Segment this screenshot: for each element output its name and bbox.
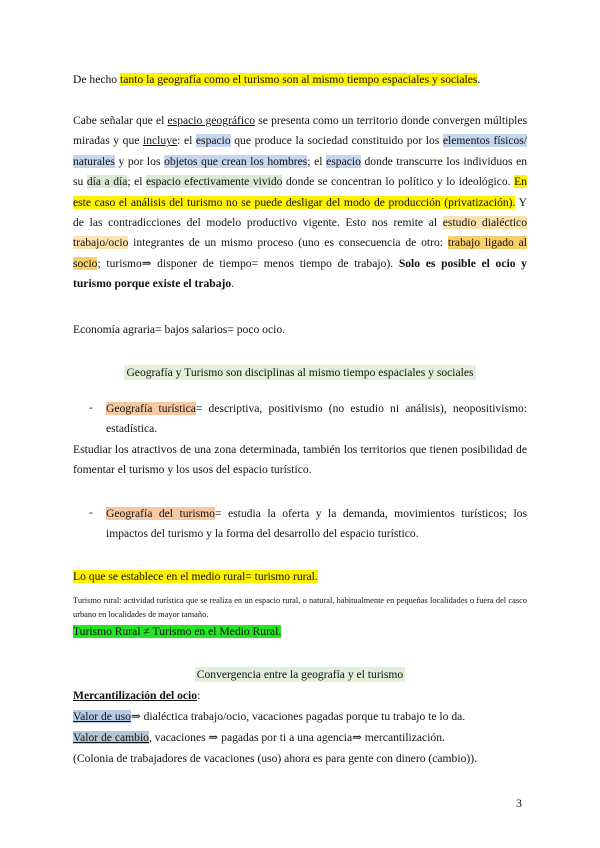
highlight: estudio dialéctico trabajo/ocio [73, 216, 527, 250]
paragraph-colonia: (Colonia de trabajadores de vacaciones (uso) ahora es para gente con dinero (cambio)). [73, 752, 477, 765]
text: . [477, 73, 481, 86]
bullet-geografia-del-turismo [106, 504, 527, 545]
heading-text: Convergencia entre la geografía y el turismo [196, 668, 404, 681]
text: integrantes de un mismo proceso (uno es consecuencia de otro: [128, 236, 448, 250]
text: ; el [307, 154, 327, 168]
bullet-marker: - [89, 401, 93, 414]
subheading-mercantilizacion [73, 686, 527, 706]
paragraph-intro [73, 70, 527, 90]
text: = descriptiva, positivismo (no estudio ni análisis), neopositivismo: estadística. [106, 402, 527, 436]
text: donde se concentran lo político y lo ideológico. [282, 175, 515, 189]
section-heading-1 [73, 364, 527, 382]
text: donde transcurre los individuos en su [73, 154, 528, 189]
text: Y de las contradicciones del modelo productivo vigente. Esto nos remite al [73, 195, 527, 230]
highlight: tanto la geografía como el turismo son al mismo tiempo espaciales y sociales [120, 73, 478, 86]
bold-underlined-title: Mercantilización del ocio [73, 689, 198, 702]
highlight: trabajo ligado al socio [73, 236, 527, 270]
paragraph-turismo-rural-neq [73, 622, 527, 642]
paragraph-economia: Economía agraria= bajos salarios= poco ocio. [73, 323, 286, 336]
highlight: elementos físicos/ naturales [73, 134, 527, 168]
highlight: Lo que se establece en el medio rural= turismo rural. [73, 570, 318, 583]
underlined-term: espacio geográfico [167, 114, 256, 127]
paragraph-medio-rural [73, 567, 527, 587]
text: : [197, 689, 201, 702]
text: De hecho [73, 73, 120, 86]
highlight: espacio [195, 134, 231, 148]
bullet-geografia-turistica [106, 399, 527, 440]
text: se presenta como un territorio donde convergen múltiples miradas y que [73, 114, 527, 148]
highlight: En este caso el análisis del turismo no se puede desligar del modo de producción (privatización). [73, 175, 527, 209]
text: ; turismo⇒ disponer de tiempo= menos tiempo de trabajo). [97, 256, 399, 270]
bold-text: Solo es posible el ocio y turismo porque existe el trabajo [73, 256, 527, 291]
definition-turismo-rural: Turismo rural: actividad turística que se realiza en un espacio rural, o natural, habitualmente en pequeñas localidades o fuera del casco urbano en localidades de mayor tamaño. [73, 596, 527, 620]
text: Cabe señalar que el [73, 114, 168, 127]
text: y por los [114, 154, 165, 168]
bullet-marker: - [89, 506, 93, 519]
highlight: Geografía turística [106, 402, 196, 415]
text: ; el [127, 175, 147, 189]
highlight: Geografía del turismo [106, 507, 215, 520]
text: que produce la sociedad constituido por los [230, 134, 443, 148]
text: . [231, 277, 235, 291]
underlined-term: incluye [143, 134, 178, 148]
paragraph-espacio [73, 111, 527, 295]
page-number: 3 [516, 796, 522, 810]
heading-text: Geografía y Turismo son disciplinas al mismo tiempo espaciales y sociales [126, 366, 474, 379]
highlight: Turismo Rural ≠ Turismo en el Medio Rural. [73, 625, 282, 638]
highlight: Valor de uso [73, 710, 131, 723]
highlight: Valor de cambio [73, 731, 149, 744]
text: : el [177, 134, 196, 148]
text: = estudia la oferta y la demanda, movimientos turísticos; los impactos del turismo y la forma del desarrollo del espacio turístico. [106, 507, 527, 541]
text: , vacaciones ⇒ pagadas por ti a una agencia⇒ mercantilización. [148, 731, 445, 744]
highlight: objetos que crean los hombres [164, 154, 308, 168]
paragraph-estudiar: Estudiar los atractivos de una zona determinada, también los territorios que tienen posibilidad de fomentar el turismo y los usos del espacio turístico. [73, 443, 527, 477]
highlight: espacio efectivamente vivido [146, 175, 283, 189]
paragraph-valor-uso [73, 707, 527, 727]
paragraph-valor-cambio [73, 728, 527, 748]
section-heading-2 [73, 666, 527, 684]
highlight: espacio [326, 154, 361, 168]
highlight: día a día [86, 175, 128, 189]
text: ⇒ dialéctica trabajo/ocio, vacaciones pagadas porque tu trabajo te lo da. [130, 710, 466, 723]
